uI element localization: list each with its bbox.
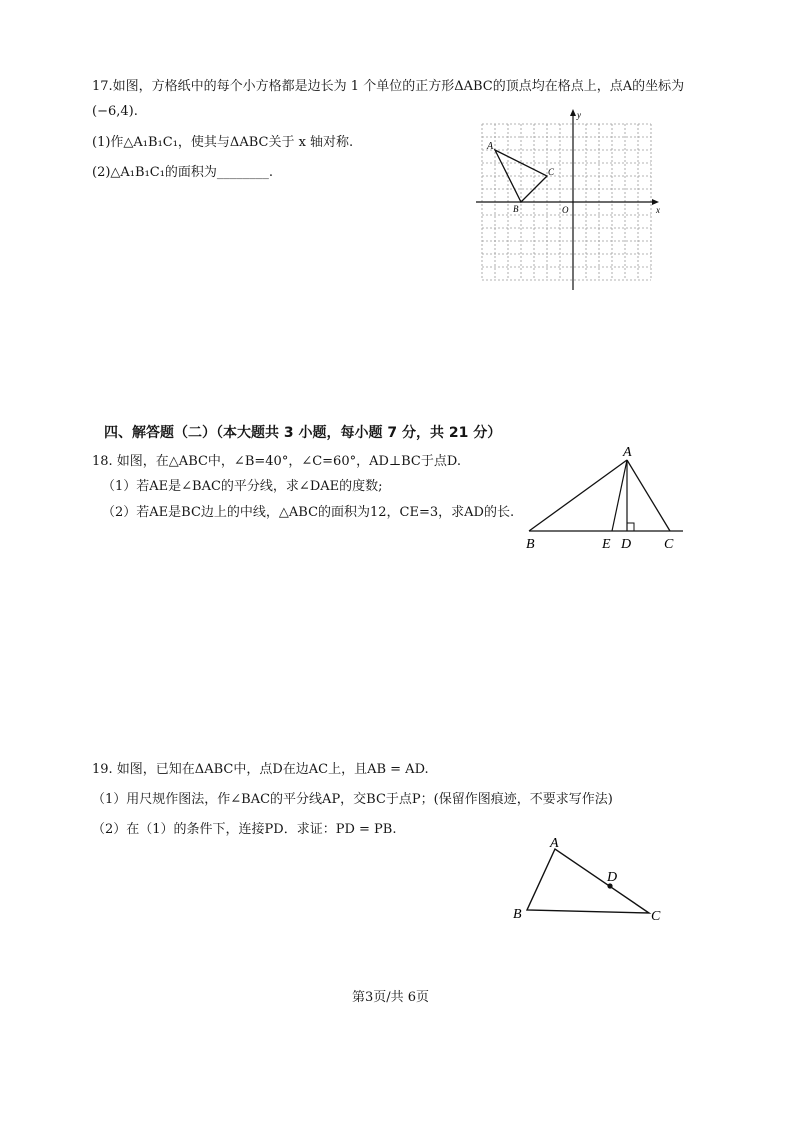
q18-label-c: C bbox=[664, 537, 674, 552]
q19-label-d: D bbox=[607, 870, 618, 885]
q18-label-d: D bbox=[621, 537, 632, 552]
q17-part2: (2)△A₁B₁C₁的面积为________. bbox=[92, 165, 274, 180]
q18-label-a: A bbox=[623, 445, 632, 460]
origin-label: O bbox=[562, 205, 569, 215]
q18-part2: （2）若AE是BC边上的中线，△ABC的面积为12，CE=3，求AD的长. bbox=[102, 505, 515, 520]
section4-title: 四、解答题（二）（本大题共 3 小题，每小题 7 分，共 21 分） bbox=[104, 425, 502, 441]
q17-stem-line2: (−6,4). bbox=[92, 104, 138, 119]
triangle-abc-19 bbox=[527, 849, 649, 913]
q19-part1: （1）用尺规作图法，作∠BAC的平分线AP，交BC于点P；(保留作图痕迹，不要求写作法) bbox=[92, 792, 613, 807]
vertex-c-label: C bbox=[548, 167, 555, 177]
x-axis-label: x bbox=[656, 205, 660, 215]
vertex-b-label: B bbox=[513, 204, 519, 214]
q19-label-b: B bbox=[513, 907, 522, 922]
q19-label-c: C bbox=[651, 909, 661, 924]
q18-label-e: E bbox=[602, 537, 611, 552]
y-axis-label: y bbox=[577, 110, 581, 120]
q19-part2: （2）在（1）的条件下，连接PD．求证：PD = PB. bbox=[92, 822, 397, 837]
page-footer: 第3页/共 6页 bbox=[352, 990, 430, 1005]
q18-stem: 18. 如图，在△ABC中，∠B=40°，∠C=60°，AD⊥BC于点D. bbox=[92, 454, 461, 469]
q19-stem: 19. 如图，已知在ΔABC中，点D在边AC上，且AB = AD. bbox=[92, 762, 429, 777]
q17-part1: (1)作△A₁B₁C₁，使其与ΔABC关于 x 轴对称. bbox=[92, 135, 354, 150]
q17-stem-line1: 17.如图，方格纸中的每个小方格都是边长为 1 个单位的正方形ΔABC的顶点均在格点上，点A的坐标为 bbox=[92, 79, 685, 94]
q19-label-a: A bbox=[550, 836, 559, 851]
q18-part1: （1）若AE是∠BAC的平分线，求∠DAE的度数; bbox=[102, 479, 383, 494]
q18-label-b: B bbox=[526, 537, 535, 552]
vertex-a-label: A bbox=[487, 141, 494, 152]
